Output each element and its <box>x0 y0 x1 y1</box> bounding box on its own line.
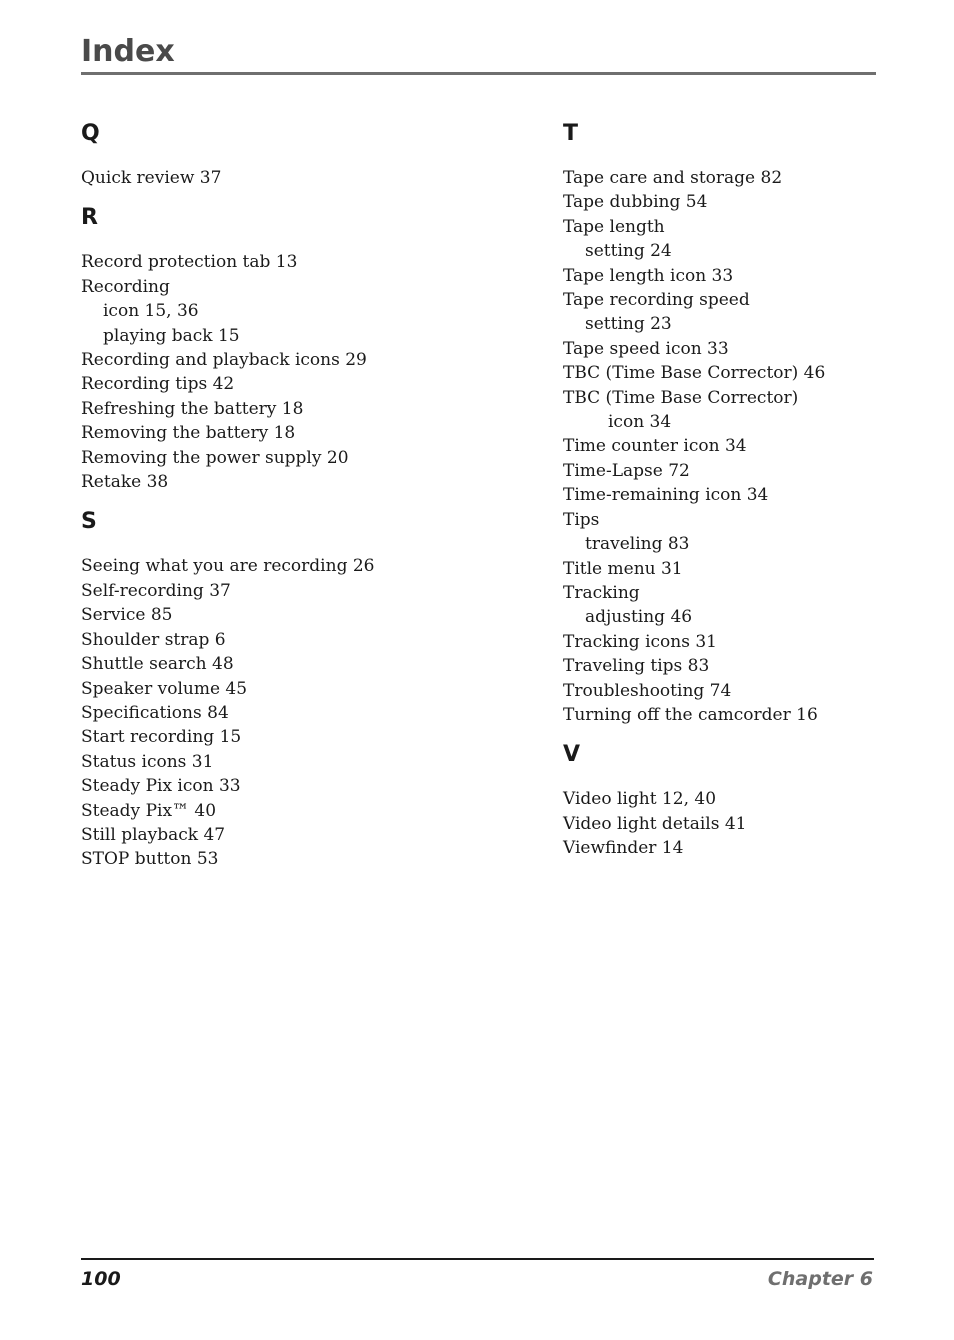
index-entry: Recording and playback icons 29 <box>81 350 367 371</box>
index-entry: Time-remaining icon 34 <box>563 485 769 506</box>
index-entry: Recording tips 42 <box>81 374 235 395</box>
index-entry: Shuttle search 48 <box>81 654 234 675</box>
index-subentry: traveling 83 <box>585 534 690 555</box>
index-entry: Shoulder strap 6 <box>81 629 226 650</box>
page-title: Index <box>81 34 175 69</box>
index-entry: Tracking <box>563 582 640 603</box>
index-entry: Still playback 47 <box>81 824 226 845</box>
index-entry: Viewfinder 14 <box>563 838 684 859</box>
index-column-right <box>563 120 883 861</box>
chapter-label: Chapter 6 <box>767 1268 873 1290</box>
section-letter-v: V <box>563 742 581 768</box>
index-entry: Self-recording 37 <box>81 580 231 601</box>
index-entry: Troubleshooting 74 <box>563 680 732 701</box>
index-entry: Tips <box>563 509 600 530</box>
index-entry: Time-Lapse 72 <box>563 460 690 481</box>
index-subentry: setting 24 <box>585 241 672 262</box>
index-entry: Record protection tab 13 <box>81 252 298 273</box>
index-entry: Specifications 84 <box>81 702 229 723</box>
index-subentry: icon 34 <box>608 412 672 433</box>
index-entry: Recording <box>81 276 170 297</box>
index-entry: Steady Pix™ 40 <box>81 800 217 821</box>
index-entry: Start recording 15 <box>81 727 242 748</box>
header-rule <box>81 72 876 75</box>
index-subentry: adjusting 46 <box>585 607 693 628</box>
index-entry: Video light 12, 40 <box>563 789 717 810</box>
index-entry: Speaker volume 45 <box>81 678 248 699</box>
index-subentry: icon 15, 36 <box>103 301 199 322</box>
footer-rule <box>81 1258 874 1260</box>
index-entry: Steady Pix icon 33 <box>81 776 241 797</box>
index-entry: Title menu 31 <box>563 558 683 579</box>
section-letter-s: S <box>81 509 97 535</box>
page-number: 100 <box>81 1268 121 1290</box>
index-entry: TBC (Time Base Corrector) 46 <box>563 363 826 384</box>
index-entry: Status icons 31 <box>81 751 214 772</box>
index-entry: STOP button 53 <box>81 849 219 870</box>
index-entry: Tape length icon 33 <box>563 265 734 286</box>
index-entry: Service 85 <box>81 605 173 626</box>
index-subentry: setting 23 <box>585 314 672 335</box>
index-entry: Traveling tips 83 <box>563 656 710 677</box>
index-entry: Seeing what you are recording 26 <box>81 556 375 577</box>
section-letter-q: Q <box>81 121 100 146</box>
index-entry: Tape care and storage 82 <box>563 168 783 188</box>
index-entry: Tape dubbing 54 <box>563 192 708 213</box>
index-entry: Removing the power supply 20 <box>81 447 349 468</box>
index-entry: Tape recording speed <box>563 290 750 311</box>
index-subentry: playing back 15 <box>103 325 240 346</box>
index-entry: Video light details 41 <box>563 813 747 834</box>
index-entry: Tape length <box>563 216 665 237</box>
index-entry: Time counter icon 34 <box>563 436 747 457</box>
index-entry: Turning off the camcorder 16 <box>563 704 818 725</box>
index-column-left <box>81 120 521 872</box>
index-entry: Retake 38 <box>81 472 169 493</box>
index-entry: Quick review 37 <box>81 168 222 188</box>
section-letter-t: T <box>563 121 579 146</box>
section-letter-r: R <box>81 205 98 231</box>
index-entry: Refreshing the battery 18 <box>81 398 304 419</box>
index-entry: TBC (Time Base Corrector) <box>563 387 799 408</box>
index-entry: Removing the battery 18 <box>81 423 296 444</box>
index-entry: Tracking icons 31 <box>563 631 717 652</box>
index-entry: Tape speed icon 33 <box>563 338 729 359</box>
